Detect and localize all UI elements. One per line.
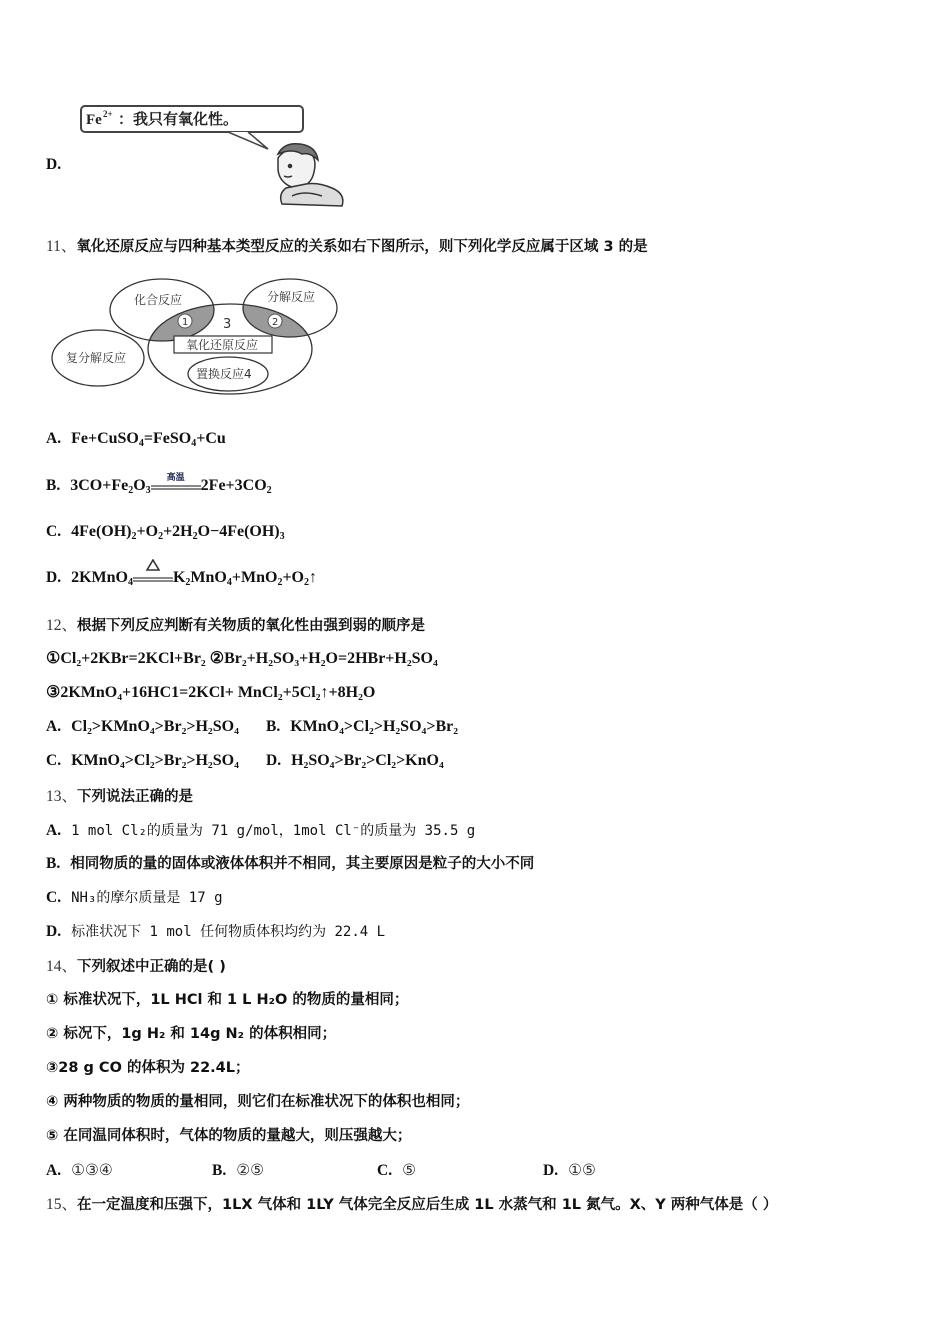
q13-option-c — [46, 887, 223, 908]
q11-option-c — [46, 522, 285, 542]
q11-venn-diagram — [50, 274, 350, 396]
question-number: 15、 — [46, 1196, 78, 1213]
option-text: ①③④ — [71, 1162, 113, 1179]
subscript: 4 — [138, 438, 144, 449]
reaction-1: ①Cl₂+2KBr=2KCl+Br₂ — [46, 650, 206, 667]
subscript: 4 — [226, 577, 232, 588]
question-text: 根据下列反应判断有关物质的氧化性由强到弱的顺序是 — [77, 618, 426, 634]
q14-option-c — [377, 1160, 416, 1181]
q12-options-row-2 — [46, 751, 239, 771]
formula-part: 2KMnO — [71, 569, 128, 586]
formula-part: 4Fe(OH) — [71, 523, 132, 540]
subscript: 2 — [192, 531, 198, 542]
ellipse-label-decomposition: 分解反应 — [267, 290, 316, 304]
subscript: 4 — [191, 438, 197, 449]
option-label: B. — [46, 477, 61, 494]
reaction-2: ②Br₂+H₂SO₃+H₂O=2HBr+H₂SO₄ — [209, 650, 438, 667]
ellipse-label-double-decomposition: 复分解反应 — [66, 351, 127, 365]
formula-part: MnO — [190, 569, 227, 586]
venn-diagram-icon — [50, 274, 350, 396]
formula-part: O−4Fe(OH) — [197, 523, 280, 540]
q12-options-row-1 — [46, 717, 239, 737]
option-label: B. — [46, 855, 61, 872]
option-label: C. — [46, 889, 62, 906]
q11-option-b — [46, 473, 272, 496]
option-label: C. — [46, 523, 62, 540]
q15-stem — [46, 1194, 777, 1215]
svg-text:2+: 2+ — [103, 109, 113, 119]
option-text: 相同物质的量的固体或液体体积并不相同，其主要原因是粒子的大小不同 — [70, 856, 535, 872]
formula-part: 2Fe+3CO — [200, 477, 267, 494]
option-label: D. — [46, 156, 62, 173]
q12-option-d — [266, 751, 444, 771]
question-number: 11、 — [46, 238, 77, 255]
subscript: 2 — [277, 577, 283, 588]
q13-option-b — [46, 853, 534, 874]
question-text: 下列说法正确的是 — [77, 789, 194, 805]
formula-part: ↑ — [309, 569, 317, 586]
question-text: 氧化还原反应与四种基本类型反应的关系如右下图所示，则下列化学反应属于区域 3 的是 — [76, 239, 648, 255]
subscript: 2 — [158, 531, 164, 542]
q14-statement-1: ① 标准状况下，1L HCl 和 1 L H₂O 的物质的量相同； — [46, 992, 409, 1008]
option-text: 标准状况下 1 mol 任何物质体积均约为 22.4 L — [71, 924, 386, 940]
option-text: NH₃的摩尔质量是 17 g — [71, 890, 223, 906]
q14-statement-2: ② 标况下，1g H₂ 和 14g N₂ 的体积相同； — [46, 1026, 337, 1042]
question-number: 13、 — [46, 788, 78, 805]
option-label: A. — [46, 718, 62, 735]
formula-part: +O — [136, 523, 159, 540]
delta-heat-icon — [146, 559, 160, 571]
option-text: 1 mol Cl₂的质量为 71 g/mol，1mol Cl⁻的质量为 35.5 g — [71, 823, 476, 839]
formula-part: +2H — [163, 523, 193, 540]
option-label: A. — [46, 822, 62, 839]
question-number: 12、 — [46, 617, 78, 634]
question-number: 14、 — [46, 958, 78, 975]
question-text: 在一定温度和压强下，1LX 气体和 1LY 气体完全反应后生成 1L 水蒸气和 1L 氮气。X、Y 两种气体是（ ） — [77, 1197, 778, 1213]
option-text: ⑤ — [402, 1162, 416, 1179]
q10-option-d — [46, 154, 71, 174]
formula-part: Fe+CuSO — [71, 430, 139, 447]
option-label: C. — [377, 1162, 393, 1179]
option-label: A. — [46, 1162, 62, 1179]
q13-option-a — [46, 820, 475, 841]
condition-label: 高温 — [166, 473, 185, 483]
subscript: 2 — [131, 531, 137, 542]
subscript: 2 — [266, 485, 272, 496]
q14-option-d — [543, 1160, 596, 1181]
q13-stem — [46, 786, 193, 807]
formula-part: K — [172, 569, 186, 586]
q14-statement-4: ④ 两种物质的物质的量相同，则它们在标准状况下的体积也相同； — [46, 1094, 470, 1110]
subscript: 3 — [279, 531, 285, 542]
q14-statement-5: ⑤ 在同温同体积时，气体的物质的量越大，则压强越大； — [46, 1128, 412, 1144]
option-label: D. — [46, 923, 62, 940]
speech-bubble-cartoon-icon — [78, 102, 368, 210]
option-c-text: KMnO₄>Cl₂>Br₂>H₂SO₄ — [71, 752, 239, 769]
option-d-text: H₂SO₄>Br₂>Cl₂>KnO₄ — [291, 752, 444, 769]
formula-part: O — [133, 477, 146, 494]
subscript: 2 — [185, 577, 191, 588]
question-text: 下列叙述中正确的是( ) — [77, 959, 226, 975]
formula-part: =FeSO — [143, 430, 192, 447]
option-label: D. — [46, 569, 62, 586]
option-text: ①⑤ — [568, 1162, 596, 1179]
q14-option-a — [46, 1160, 113, 1181]
subscript: 2 — [304, 577, 309, 588]
q12-stem — [46, 615, 425, 636]
option-label: B. — [266, 718, 281, 735]
svg-text:：我只有氧化性。: ：我只有氧化性。 — [118, 110, 239, 128]
q13-option-d — [46, 921, 385, 942]
option-a-text: Cl₂>KMnO₄>Br₂>H₂SO₄ — [71, 718, 239, 735]
bubble-text-fe: Fe — [86, 112, 102, 128]
subscript: 2 — [128, 485, 134, 496]
reaction-condition-high-temp — [151, 473, 201, 496]
q14-statement-3: ③28 g CO 的体积为 22.4L； — [46, 1060, 250, 1076]
option-label: C. — [46, 752, 62, 769]
q14-stem — [46, 956, 226, 977]
q14-option-b — [212, 1160, 264, 1181]
ellipse-label-combination: 化合反应 — [134, 293, 183, 307]
option-label: D. — [266, 752, 282, 769]
ellipse-label-displacement: 置换反应4 — [196, 367, 252, 381]
region-3-label: 3 — [223, 317, 232, 332]
option-label: A. — [46, 430, 62, 447]
q11-option-d — [46, 568, 317, 588]
q11-option-a — [46, 429, 226, 449]
option-text: ②⑤ — [236, 1162, 265, 1179]
formula-part: 3CO+Fe — [70, 477, 129, 494]
subscript: 3 — [145, 485, 151, 496]
formula-part: +MnO — [231, 569, 278, 586]
option-label: B. — [212, 1162, 227, 1179]
region-1-label: 1 — [182, 317, 189, 328]
region-2-label: 2 — [272, 317, 279, 328]
q12-reactions-line-2 — [46, 683, 375, 703]
box-label-redox: 氧化还原反应 — [186, 338, 259, 352]
formula-part: +Cu — [196, 430, 226, 447]
q11-stem — [46, 236, 648, 257]
option-b-text: KMnO₄>Cl₂>H₂SO₄>Br₂ — [290, 718, 459, 735]
q10-option-d-image — [78, 102, 368, 210]
reaction-condition-heat — [133, 568, 173, 588]
reaction-3: ③2KMnO₄+16HC1=2KCl+ MnCl₂+5Cl₂↑+8H₂O — [46, 684, 376, 701]
subscript: 4 — [127, 577, 133, 588]
q12-reactions-line-1 — [46, 649, 438, 669]
option-label: D. — [543, 1162, 559, 1179]
q12-option-b — [266, 717, 458, 737]
formula-part: +O — [282, 569, 304, 586]
